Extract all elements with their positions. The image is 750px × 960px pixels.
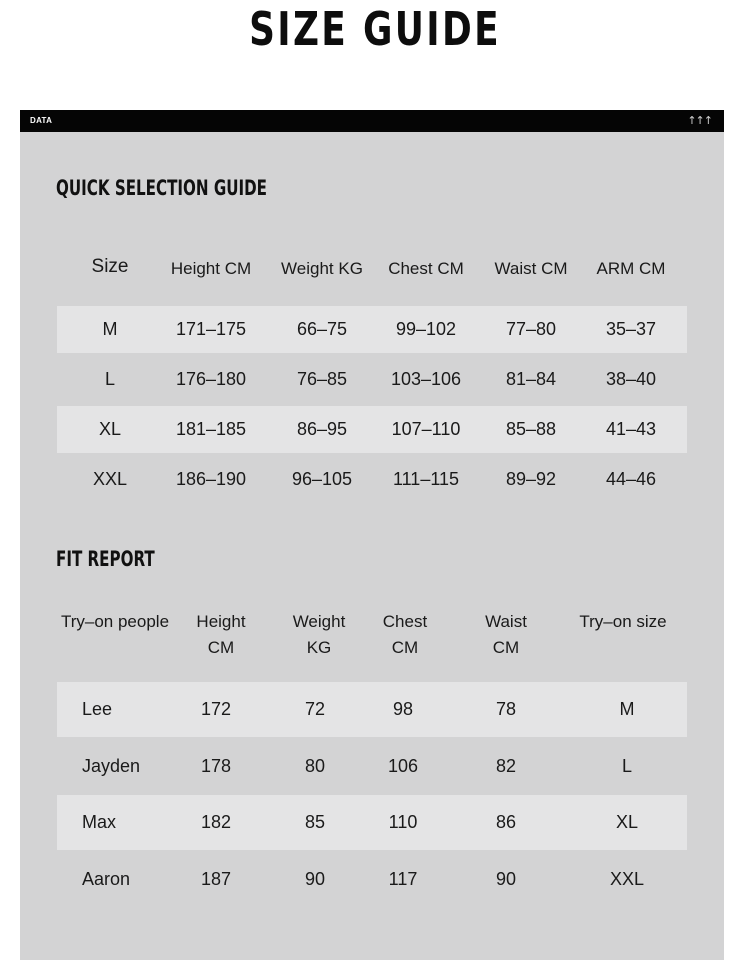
fit-report-column-header	[55, 609, 175, 635]
quick-guide-cell: 86–95	[296, 419, 348, 439]
fit-report-cell: 72	[304, 699, 326, 719]
quick-guide-column-header: Height CM	[170, 259, 252, 278]
quick-guide-cell: 171–175	[175, 319, 247, 339]
fit-report-cell: 90	[495, 868, 517, 889]
fit-report-cell: 110	[388, 812, 418, 832]
quick-guide-cell: 41–43	[605, 419, 657, 439]
fit-report-header-line: KG	[306, 638, 332, 657]
quick-guide-row	[57, 356, 687, 403]
quick-guide-column-header: Weight KG	[281, 259, 363, 278]
quick-guide-cell: 99–102	[395, 319, 457, 339]
quick-guide-cell: XXL	[92, 469, 128, 489]
fit-report-cell: 82	[495, 755, 517, 776]
fit-report-cell: 98	[392, 699, 414, 719]
quick-guide-cell: 96–105	[291, 469, 353, 489]
arrows-up-icon: ↑↑↑	[687, 114, 712, 127]
quick-guide-cell: 44–46	[605, 469, 657, 489]
quick-guide-cell: XL	[98, 419, 122, 439]
fit-report-header-line: CM	[391, 638, 419, 657]
fit-report-cell: Jayden	[82, 755, 141, 776]
fit-report-cell: M	[619, 699, 635, 719]
quick-guide-cell: 76–85	[296, 369, 348, 389]
fit-report-cell: 182	[200, 812, 232, 832]
fit-report-cell: 106	[387, 755, 419, 776]
fit-report-cell: 80	[304, 755, 326, 776]
fit-report-table	[57, 605, 687, 889]
fit-report-header-line: Waist	[485, 612, 527, 631]
quick-guide-cell: M	[102, 319, 118, 339]
page-title: SIZE GUIDE	[249, 2, 501, 56]
quick-guide-cell: 186–190	[175, 469, 247, 489]
quick-guide-cell: 107–110	[391, 419, 461, 439]
fit-report-header-line: Height	[196, 612, 246, 631]
fit-report-header-line: CM	[207, 638, 235, 657]
fit-report-cell: 90	[304, 868, 326, 889]
quick-guide-column-header: ARM CM	[596, 259, 666, 278]
fit-report-cell: XL	[615, 812, 639, 832]
quick-guide-column-header: Size	[91, 256, 129, 277]
quick-guide-cell: 89–92	[505, 469, 557, 489]
fit-report-header-line: CM	[492, 638, 520, 657]
fit-report-header-line: Try–on size	[579, 612, 667, 631]
quick-guide-row	[57, 306, 687, 353]
card-header-label: DATA	[30, 116, 53, 125]
quick-selection-table	[57, 250, 687, 510]
fit-report-column-header	[446, 609, 566, 661]
fit-report-column-header	[563, 609, 683, 635]
fit-report-cell: Aaron	[82, 868, 131, 889]
fit-report-cell: 86	[495, 812, 517, 832]
quick-guide-cell: 181–185	[175, 419, 247, 439]
quick-guide-cell: 176–180	[175, 369, 247, 389]
card-header-bar	[20, 110, 724, 132]
quick-guide-cell: 38–40	[605, 369, 657, 389]
quick-guide-cell: L	[104, 369, 115, 389]
fit-report-cell: 78	[495, 699, 517, 719]
quick-guide-column-header: Waist CM	[494, 259, 568, 278]
quick-guide-cell: 35–37	[605, 319, 657, 339]
fit-report-cell: L	[621, 755, 632, 776]
fit-report-row	[57, 682, 687, 737]
quick-guide-title: QUICK SELECTION GUIDE	[56, 176, 268, 200]
quick-guide-row	[57, 406, 687, 453]
quick-guide-cell: 66–75	[296, 319, 348, 339]
fit-report-cell: Lee	[82, 699, 113, 719]
fit-report-header-line: Weight	[292, 612, 346, 631]
fit-report-cell: 172	[200, 699, 232, 719]
fit-report-cell: 85	[304, 812, 326, 832]
fit-report-title: FIT REPORT	[56, 547, 155, 571]
quick-guide-cell: 85–88	[505, 419, 557, 439]
quick-guide-cell: 77–80	[505, 319, 557, 339]
quick-guide-column-header: Chest CM	[388, 259, 464, 278]
size-data-card	[20, 110, 724, 960]
quick-guide-cell: 81–84	[505, 369, 557, 389]
fit-report-row	[57, 739, 687, 794]
fit-report-cell: 178	[200, 755, 232, 776]
fit-report-row	[57, 852, 687, 907]
quick-guide-row	[57, 456, 687, 503]
fit-report-row	[57, 795, 687, 850]
fit-report-cell: Max	[82, 812, 117, 832]
fit-report-header-line: Try–on people	[60, 612, 170, 631]
fit-report-cell: 187	[200, 868, 232, 889]
fit-report-cell: 117	[388, 868, 418, 889]
quick-guide-cell: 103–106	[390, 369, 462, 389]
quick-guide-cell: 111–115	[392, 469, 460, 489]
fit-report-header-line: Chest	[382, 612, 428, 631]
fit-report-cell: XXL	[609, 868, 645, 889]
